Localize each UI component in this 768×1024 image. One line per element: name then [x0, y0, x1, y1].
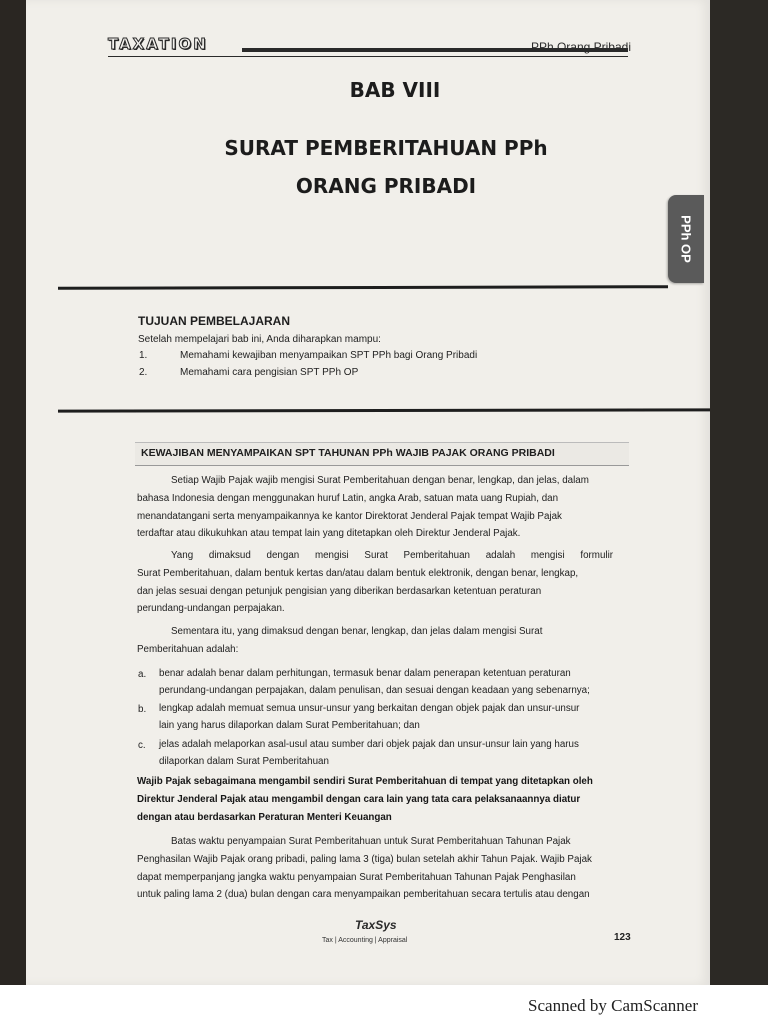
objectives-intro: Setelah mempelajari bab ini, Anda diharapkan mampu: — [138, 334, 381, 345]
list-item-line: jelas adalah melaporkan asal-usul atau sumber dari objek pajak dan unsur-unsur lain yang harus — [159, 739, 579, 750]
bold-paragraph-line: Direktur Jenderal Pajak atau mengambil dengan cara lain yang tata cara pelaksanaannya diatur — [137, 794, 581, 805]
paragraph-line: dan jelas sesuai dengan petunjuk pengisian yang diberikan berdasarkan ketentuan peraturan — [137, 586, 542, 597]
list-marker: b. — [138, 704, 147, 715]
header-brand: TAXATION — [108, 35, 208, 53]
paragraph-line: perundang-undangan perpajakan. — [137, 603, 285, 614]
scanner-watermark: Scanned by CamScanner — [528, 996, 698, 1015]
objective-item: Memahami cara pengisian SPT PPh OP — [180, 367, 359, 378]
list-item-line: lengkap adalah memuat semua unsur-unsur yang berkaitan dengan objek pajak dan unsur-unsur — [159, 703, 580, 714]
scan-background-left — [0, 0, 26, 1024]
chapter-title-line-2: ORANG PRIBADI — [295, 174, 477, 198]
chapter-title-line-1: SURAT PEMBERITAHUAN PPh — [224, 136, 548, 160]
scan-background-right — [710, 0, 768, 1024]
paragraph-line: Penghasilan Wajib Pajak orang pribadi, paling lama 3 (tiga) bulan setelah akhir Tahun Pajak. Wajib Pajak — [137, 854, 592, 865]
running-title: PPh Orang Pribadi — [530, 40, 631, 54]
paragraph-line: untuk paling lama 2 (dua) bulan dengan cara menyampaikan pemberitahuan secara tertulis atau dengan — [137, 889, 590, 900]
paragraph-line: menandatangani serta menyampaikannya ke kantor Direktorat Jenderal Pajak tempat Wajib Pajak — [137, 511, 562, 522]
objective-number: 2. — [139, 367, 148, 378]
paragraph-line: terdaftar atau dikukuhkan atau tempat lain yang ditetapkan oleh Direktur Jenderal Pajak. — [137, 528, 521, 539]
page-number: 123 — [614, 932, 631, 943]
list-item-line: lain yang harus dilaporkan dalam Surat Pemberitahuan; dan — [159, 720, 420, 731]
objectives-title: TUJUAN PEMBELAJARAN — [138, 314, 291, 328]
objective-number: 1. — [139, 350, 148, 361]
paragraph-line: bahasa Indonesia dengan menggunakan huruf Latin, angka Arab, satuan mata uang Rupiah, dan — [137, 493, 559, 504]
bold-paragraph-line: dengan atau berdasarkan Peraturan Menteri Keuangan — [137, 812, 392, 823]
bold-paragraph-line: Wajib Pajak sebagaimana mengambil sendiri Surat Pemberitahuan di tempat yang ditetapkan oleh — [137, 776, 593, 787]
list-item-line: benar adalah benar dalam perhitungan, termasuk benar dalam penerapan ketentuan peraturan — [159, 668, 571, 679]
paragraph-line: dapat memperpanjang jangka waktu penyampaian Surat Pemberitahuan Tahunan Pajak Penghasilan — [137, 872, 576, 883]
paragraph-line: Setiap Wajib Pajak wajib mengisi Surat Pemberitahuan dengan benar, lengkap, dan jelas, dalam — [171, 475, 589, 486]
header-rule-thin — [108, 56, 628, 57]
paragraph-line: Sementara itu, yang dimaksud dengan benar, lengkap, dan jelas dalam mengisi Surat — [171, 626, 543, 637]
paragraph-line: Pemberitahuan adalah: — [137, 644, 239, 655]
chapter-label: BAB VIII — [349, 78, 441, 102]
section-heading: KEWAJIBAN MENYAMPAIKAN SPT TAHUNAN PPh WAJIB PAJAK ORANG PRIBADI — [141, 447, 555, 459]
side-tab-label: PPh OP — [678, 215, 694, 263]
paragraph-line: Yang dimaksud dengan mengisi Surat Pemberitahuan adalah mengisi formulir — [171, 550, 614, 561]
list-item-line: dilaporkan dalam Surat Pemberitahuan — [159, 756, 329, 767]
footer-tagline: Tax | Accounting | Appraisal — [322, 937, 408, 944]
paragraph-line: Surat Pemberitahuan, dalam bentuk kertas dan/atau dalam bentuk elektronik, dengan benar, lengkap, — [137, 568, 579, 579]
list-item-line: perundang-undangan perpajakan, dalam penulisan, dan sesuai dengan keadaan yang sebenarnya; — [159, 685, 590, 696]
objective-item: Memahami kewajiban menyampaikan SPT PPh bagi Orang Pribadi — [180, 350, 478, 361]
footer-brand: TaxSys — [355, 918, 397, 932]
list-marker: c. — [138, 740, 146, 751]
paragraph-line: Batas waktu penyampaian Surat Pemberitahuan untuk Surat Pemberitahuan Tahunan Pajak — [171, 836, 571, 847]
list-marker: a. — [138, 669, 147, 680]
